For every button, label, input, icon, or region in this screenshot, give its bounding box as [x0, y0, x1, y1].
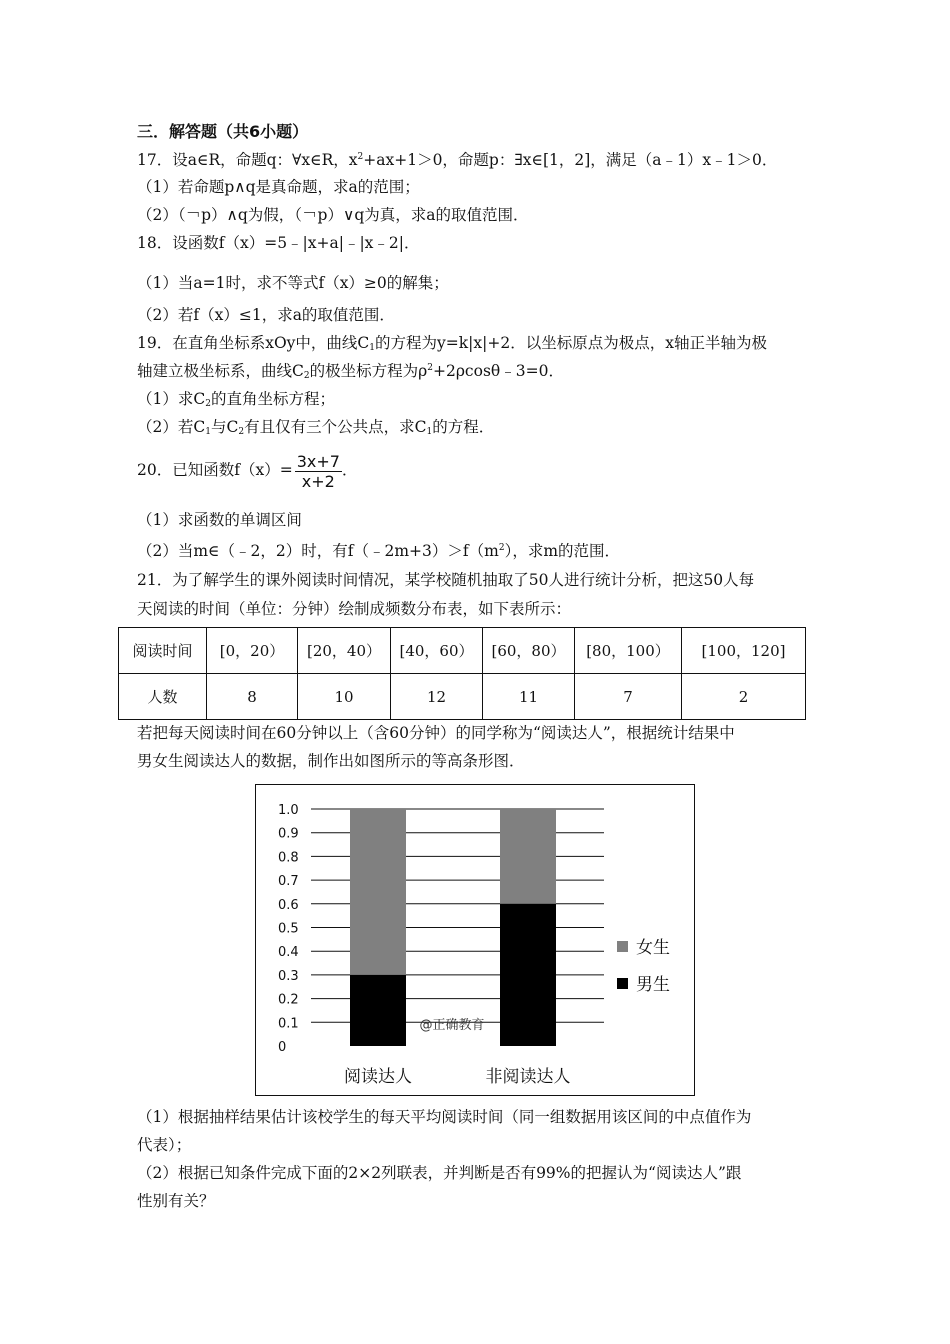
table-row [119, 628, 806, 674]
q17-part2: （2）（￢p）∧q为假，（￢p）∨q为真，求a的取值范围． [137, 206, 529, 224]
q20-stem: 20．已知函数f（x）= $\frac{3x+7}{x+2}$ ． [137, 451, 358, 491]
table-cell: 11 [483, 674, 575, 720]
q21-part1-line1: （1）根据抽样结果估计该校学生的每天平均阅读时间（同一组数据用该区间的中点值作为 [137, 1108, 752, 1126]
y-tick-label: 0.3 [278, 968, 299, 984]
chart-canvas [256, 785, 696, 1097]
legend-swatch [617, 978, 628, 989]
q21-part2-line2: 性别有关？ [137, 1192, 215, 1210]
x-category-label: 阅读达人 [344, 1067, 412, 1087]
table-cell: [0，20） [207, 628, 298, 674]
q18-part1: （1）当a=1时，求不等式f（x）≥0的解集； [137, 274, 449, 292]
legend-label: 女生 [636, 938, 670, 958]
q19-part1: （1）求$C_2$的直角坐标方程； [137, 390, 335, 409]
y-tick-label: 0.8 [278, 850, 299, 866]
q21-line1: 21．为了解学生的课外阅读时间情况，某学校随机抽取了50人进行统计分析，把这50人每 [137, 571, 755, 589]
q18-part2: （2）若f（x）≤1，求a的取值范围． [137, 306, 395, 324]
q21-part1-line2: 代表）； [137, 1136, 192, 1154]
table-cell: [60，80） [483, 628, 575, 674]
table-cell: 8 [207, 674, 298, 720]
q20-part1: （1）求函数的单调区间 [137, 511, 302, 529]
y-tick-label: 0 [278, 1040, 287, 1055]
y-tick-label: 0.7 [278, 874, 299, 890]
table-row [119, 674, 806, 720]
q17-stem: 17．设a∈R，命题q：∀x∈R，$x^2+ax+1>0$，命题p：∃x∈[1，2]，满足（a﹣1）x﹣1＞0． [137, 151, 778, 169]
q18-stem: 18．设函数f（x）=5﹣|x+a|﹣|x﹣2|． [137, 234, 420, 252]
y-tick-label: 0.2 [278, 992, 299, 1008]
q20-fraction: $\frac{3x+7}{x+2}$ [296, 451, 340, 491]
table-cell: 10 [298, 674, 391, 720]
stacked-bar-chart [255, 784, 695, 1096]
bar-segment-male [350, 975, 406, 1046]
table-cell: [20，40） [298, 628, 391, 674]
x-category-label: 非阅读达人 [485, 1067, 571, 1087]
table-cell: [40，60） [391, 628, 483, 674]
q19-part2: （2）若$C_1$与$C_2$有且仅有三个公共点，求$C_1$的方程． [137, 418, 495, 437]
table-cell: 7 [575, 674, 682, 720]
y-tick-label: 0.4 [278, 945, 299, 961]
table-cell: [100，120] [682, 628, 806, 674]
table-header-cell: 阅读时间 [119, 628, 207, 674]
bar-segment-female [500, 809, 556, 904]
q20-part2: （2）当m∈（﹣2，2）时，有$f(﹣2m+3)>f(m^2)$，求m的范围． [137, 542, 621, 560]
table-cell: [80，100） [575, 628, 682, 674]
legend-label: 男生 [636, 975, 670, 995]
bar-segment-male [500, 904, 556, 1046]
table-cell: 12 [391, 674, 483, 720]
q17-part1: （1）若命题p∧q是真命题，求a的范围； [137, 178, 420, 196]
section-title: 三．解答题（共6小题） [137, 122, 309, 141]
q21-line4: 男女生阅读达人的数据，制作出如图所示的等高条形图． [137, 752, 525, 770]
frequency-table [118, 627, 806, 720]
y-tick-label: 0.6 [278, 897, 299, 913]
watermark-text: @正确教育 [419, 1018, 485, 1033]
q19-line2: 轴建立极坐标系，曲线$C_2$的极坐标方程为$\rho^2+2\rho\cos\theta﹣3=0$． [137, 362, 564, 381]
table-header-cell: 人数 [119, 674, 207, 720]
q21-line2: 天阅读的时间（单位：分钟）绘制成频数分布表，如下表所示： [137, 600, 572, 618]
q21-line3: 若把每天阅读时间在60分钟以上（含60分钟）的同学称为“阅读达人”，根据统计结果中 [137, 724, 735, 742]
y-tick-label: 0.9 [278, 826, 299, 842]
table-cell: 2 [682, 674, 806, 720]
q21-part2-line1: （2）根据已知条件完成下面的2×2列联表，并判断是否有99%的把握认为“阅读达人”跟 [137, 1164, 742, 1182]
bar-segment-female [350, 809, 406, 975]
y-tick-label: 0.5 [278, 921, 299, 937]
y-tick-label: 0.1 [278, 1016, 299, 1032]
q19-line1: 19．在直角坐标系xOy中，曲线$C_1$的方程为y=k|x|+2．以坐标原点为极点，x轴正半轴为极 [137, 334, 767, 353]
legend-swatch [617, 941, 628, 952]
y-tick-label: 1.0 [278, 803, 299, 818]
